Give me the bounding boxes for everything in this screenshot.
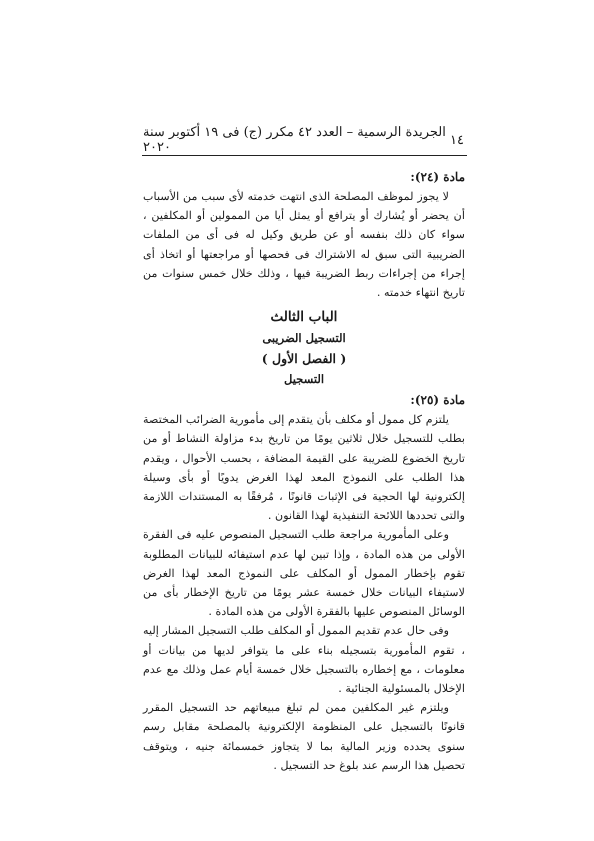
header-divider — [142, 155, 467, 156]
header-title: الجريدة الرسمية – العدد ٤٢ مكرر (ج) فى ١٩ أكتوبر سنة ٢٠٢٠ — [143, 125, 446, 155]
page-body — [143, 168, 465, 775]
chapter-title: التسجيل — [283, 372, 325, 387]
article-25-paragraph-2: وعلى المأمورية مراجعة طلب التسجيل المنصوص عليه فى الفقرة الأولى من هذه المادة ، وإذا تبين لها عدم استيفائه للبيانات المطلوبة تقوم بإخطار الممول أو المكلف على النموذج المعد لهذا الغرض لاستيفاء البيانات خلال خمسة عشر يومًا من تاريخ الإخطار بأى من الوسائل المنصوص عليها بالفقرة الأولى من هذه المادة . — [143, 528, 465, 619]
part-heading: الباب الثالث — [270, 309, 338, 326]
article-25-paragraph-3: وفى حال عدم تقديم الممول أو المكلف طلب التسجيل المشار إليه ، تقوم المأمورية بتسجيله بناء على ما يتوافر لديها من بيانات أو معلومات ، مع إخطاره بالتسجيل خلال خمسة أيام عمل وذلك مع عدم الإخلال بالمسئولية الجنائية . — [143, 624, 465, 696]
article-25-heading: مادة (٢٥): — [410, 393, 465, 408]
page-number: ١٤ — [450, 132, 464, 148]
article-25-paragraph-1: يلتزم كل ممول أو مكلف بأن يتقدم إلى مأمورية الضرائب المختصة بطلب للتسجيل خلال ثلاثين يومًا من تاريخ بدء مزاولة النشاط أو من تاريخ الخضوع للضريبة على القيمة المضافة ، بحسب الأحوال ، ويقدم هذا الطلب على النموذج المعد لهذا الغرض يدويًا أو بأى وسيلة إلكترونية لها الحجية فى الإثبات قانونًا ، مُرفقًا به المستندات اللازمة والتى تحددها اللائحة التنفيذية لهذا القانون . — [143, 413, 465, 523]
page-header — [143, 125, 464, 155]
chapter-heading: ( الفصل الأول ) — [261, 351, 347, 367]
article-24-heading: مادة (٢٤): — [410, 170, 465, 184]
part-title: التسجيل الضريبى — [262, 331, 346, 346]
article-24-text: لا يجوز لموظف المصلحة الذى انتهت خدمته لأى سبب من الأسباب أن يحضر أو يُشارك أو يترافع أو يمثل أيا من الممولين أو المكلفين ، سواء كان ذلك بنفسه أو عن طريق وكيل له فى أى من الملفات الضريبية التى سبق له الاشتراك فى فحصها أو مراجعتها أو اتخاذ أى إجراء من إجراءات ربط الضريبة فيها ، وذلك خلال خمس سنوات من تاريخ انتهاء خدمته . — [143, 190, 465, 300]
article-25-paragraph-4: ويلتزم غير المكلفين ممن لم تبلغ مبيعاتهم حد التسجيل المقرر قانونًا بالتسجيل على المنظومة الإلكترونية بالمصلحة مقابل رسم سنوى يحدده وزير المالية بما لا يتجاوز خمسمائة جنيه ، ويتوقف تحصيل هذا الرسم عند بلوغ حد التسجيل . — [143, 701, 465, 772]
